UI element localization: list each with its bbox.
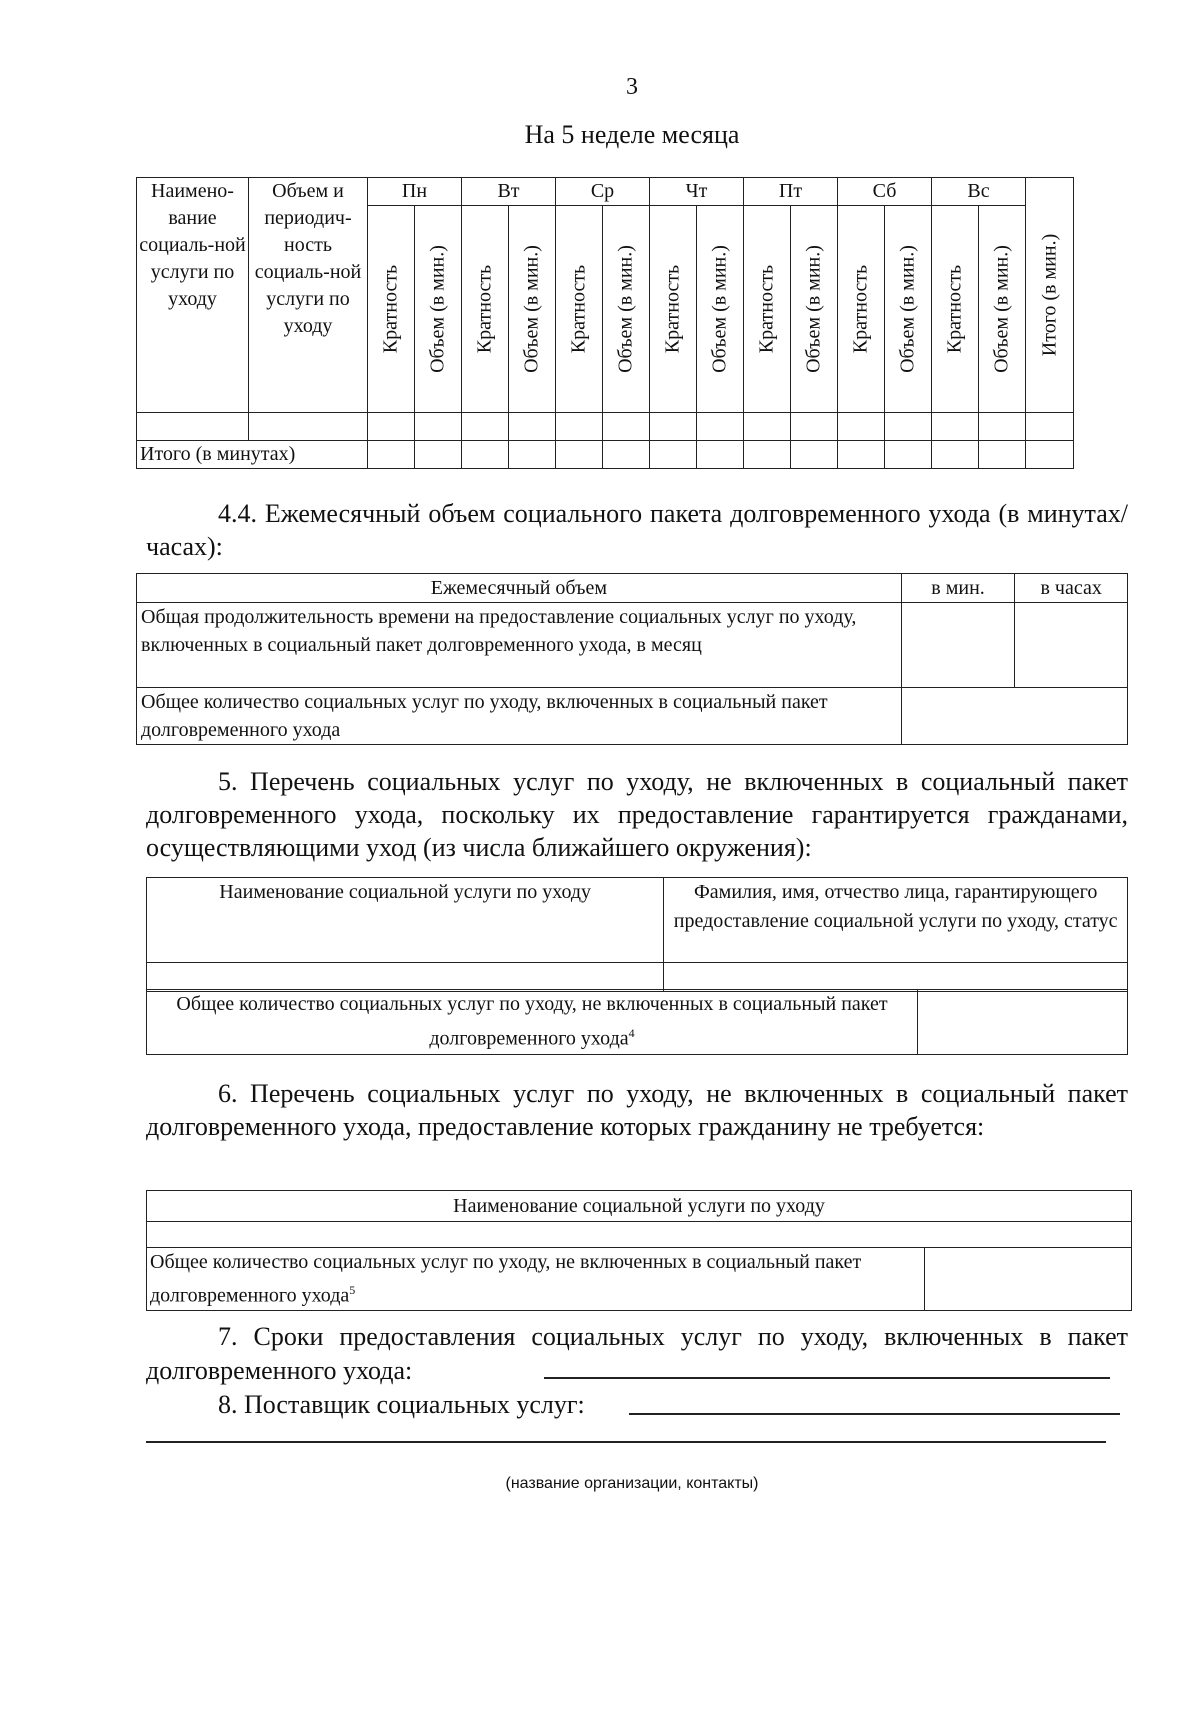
weekly-total-label: Итого (в минутах) — [137, 441, 368, 469]
total-minutes-label: Итого (в мин.) — [1038, 233, 1060, 357]
page-number: 3 — [626, 74, 638, 100]
frequency-header — [556, 206, 603, 413]
volume-minutes-label: Объем (в мин.) — [896, 245, 919, 373]
schedule-total-cell[interactable] — [744, 441, 791, 469]
schedule-total-cell[interactable] — [603, 441, 650, 469]
day-header: Ср — [556, 178, 650, 206]
volume-minutes-label: Объем (в мин.) — [802, 245, 825, 373]
frequency-label: Кратность — [661, 264, 684, 354]
schedule-total-cell[interactable] — [415, 441, 462, 469]
schedule-cell[interactable] — [509, 413, 556, 441]
service-name-cell[interactable] — [147, 1222, 1132, 1248]
schedule-total-cell[interactable] — [979, 441, 1026, 469]
not-required-services-table — [146, 1190, 1132, 1311]
volume-cell[interactable] — [249, 413, 368, 441]
service-name-cell[interactable] — [147, 963, 664, 992]
frequency-label: Кратность — [755, 264, 778, 354]
schedule-cell[interactable] — [791, 413, 838, 441]
service-name-header: Наимено-вание социаль-ной услуги по уходу — [137, 178, 249, 413]
guaranteed-total-cell[interactable] — [918, 990, 1128, 1055]
minutes-header: в мин. — [901, 574, 1015, 603]
schedule-cell[interactable] — [885, 413, 932, 441]
schedule-total-cell[interactable] — [368, 441, 415, 469]
schedule-cell[interactable] — [368, 413, 415, 441]
day-header: Пт — [744, 178, 838, 206]
volume-header: Объем и периодич-ность социаль-ной услуги по уходу — [249, 178, 368, 413]
not-required-total-cell[interactable] — [925, 1248, 1132, 1311]
volume-minutes-header — [603, 206, 650, 413]
total-duration-hours-cell[interactable] — [1015, 603, 1128, 688]
volume-minutes-header — [885, 206, 932, 413]
schedule-cell[interactable] — [650, 413, 697, 441]
schedule-total-cell[interactable] — [509, 441, 556, 469]
guaranteed-total-text: Общее количество социальных услуг по уходу, не включенных в социальный пакет долговременного ухода — [176, 993, 888, 1050]
section-7-text: 7. Сроки предоставления социальных услуг по уходу, включенных в пакет долговременного ухода: — [146, 1322, 1128, 1385]
section-4-4 — [146, 497, 1128, 563]
schedule-total-cell[interactable] — [838, 441, 885, 469]
schedule-cell[interactable] — [697, 413, 744, 441]
volume-minutes-header — [791, 206, 838, 413]
not-required-total-text: Общее количество социальных услуг по уходу, не включенных в социальный пакет долговременного ухода — [150, 1251, 862, 1307]
section-6 — [146, 1077, 1128, 1143]
volume-minutes-label: Объем (в мин.) — [520, 245, 543, 373]
volume-minutes-header — [415, 206, 462, 413]
schedule-cell[interactable] — [979, 413, 1026, 441]
frequency-header — [744, 206, 791, 413]
schedule-total-cell[interactable] — [1026, 441, 1074, 469]
day-header: Вт — [462, 178, 556, 206]
schedule-total-cell[interactable] — [885, 441, 932, 469]
schedule-total-cell[interactable] — [932, 441, 979, 469]
schedule-total-cell[interactable] — [462, 441, 509, 469]
volume-minutes-label: Объем (в мин.) — [708, 245, 731, 373]
section-4-4-text: 4.4. Ежемесячный объем социального пакета долговременного ухода (в минутах/часах): — [146, 499, 1128, 561]
provider-input-line[interactable] — [629, 1413, 1120, 1415]
section-8: 8. Поставщик социальных услуг: — [218, 1390, 585, 1419]
total-minutes-header — [1026, 178, 1074, 413]
volume-minutes-label: Объем (в мин.) — [990, 245, 1013, 373]
footnote-mark: 5 — [349, 1283, 356, 1297]
day-header: Сб — [838, 178, 932, 206]
monthly-volume-table — [136, 573, 1128, 745]
footnote-mark: 4 — [628, 1026, 635, 1040]
frequency-label: Кратность — [849, 264, 872, 354]
frequency-header — [462, 206, 509, 413]
volume-minutes-label: Объем (в мин.) — [426, 245, 449, 373]
frequency-label: Кратность — [943, 264, 966, 354]
frequency-header — [650, 206, 697, 413]
total-duration-minutes-cell[interactable] — [901, 603, 1015, 688]
frequency-label: Кратность — [473, 264, 496, 354]
guaranteed-total-label — [147, 990, 918, 1055]
volume-minutes-header — [509, 206, 556, 413]
hours-header: в часах — [1015, 574, 1128, 603]
volume-minutes-label: Объем (в мин.) — [614, 245, 637, 373]
schedule-cell[interactable] — [932, 413, 979, 441]
service-name-header: Наименование социальной услуги по уходу — [147, 878, 664, 963]
frequency-header — [932, 206, 979, 413]
guaranteed-services-table — [146, 877, 1128, 992]
schedule-cell[interactable] — [462, 413, 509, 441]
schedule-cell[interactable] — [556, 413, 603, 441]
frequency-label: Кратность — [567, 264, 590, 354]
schedule-total-cell[interactable] — [697, 441, 744, 469]
schedule-total-cell[interactable] — [650, 441, 697, 469]
volume-minutes-header — [697, 206, 744, 413]
schedule-cell[interactable] — [415, 413, 462, 441]
schedule-total-cell[interactable] — [791, 441, 838, 469]
week-heading: На 5 неделе месяца — [524, 120, 740, 149]
schedule-cell[interactable] — [1026, 413, 1074, 441]
schedule-cell[interactable] — [603, 413, 650, 441]
total-duration-label: Общая продолжительность времени на предоставление социальных услуг по уходу, включенных в социальный пакет долговременного ухода, в месяц — [137, 603, 902, 688]
day-header: Пн — [368, 178, 462, 206]
day-header: Чт — [650, 178, 744, 206]
total-count-label: Общее количество социальных услуг по уходу, включенных в социальный пакет долговременного ухода — [137, 688, 902, 745]
terms-input-line[interactable] — [544, 1377, 1110, 1379]
weekly-schedule-table — [136, 177, 1074, 469]
guarantor-header: Фамилия, имя, отчество лица, гарантирующего предоставление социальной услуги по уходу, статус — [664, 878, 1128, 963]
guaranteed-total-table — [146, 989, 1128, 1055]
provider-caption: (название организации, контакты) — [505, 1475, 759, 1492]
section-5-text: 5. Перечень социальных услуг по уходу, не включенных в социальный пакет долговременного ухода, поскольку их предоставление гарантируется гражданами, осуществляющими уход (из числа ближайшего окружения): — [146, 767, 1128, 862]
section-5 — [146, 765, 1128, 864]
day-header: Вс — [932, 178, 1026, 206]
frequency-header — [838, 206, 885, 413]
service-name-cell[interactable] — [137, 413, 249, 441]
schedule-cell[interactable] — [838, 413, 885, 441]
provider-input-line-2[interactable] — [146, 1441, 1106, 1443]
section-6-text: 6. Перечень социальных услуг по уходу, не включенных в социальный пакет долговременного ухода, предоставление которых гражданину не требуется: — [146, 1079, 1128, 1141]
volume-minutes-header — [979, 206, 1026, 413]
frequency-label: Кратность — [379, 264, 402, 354]
frequency-header — [368, 206, 415, 413]
schedule-cell[interactable] — [744, 413, 791, 441]
monthly-volume-header: Ежемесячный объем — [137, 574, 902, 603]
guarantor-cell[interactable] — [664, 963, 1128, 992]
service-name-header: Наименование социальной услуги по уходу — [147, 1191, 1132, 1222]
total-count-cell[interactable] — [901, 688, 1127, 745]
schedule-total-cell[interactable] — [556, 441, 603, 469]
not-required-total-label — [147, 1248, 925, 1311]
